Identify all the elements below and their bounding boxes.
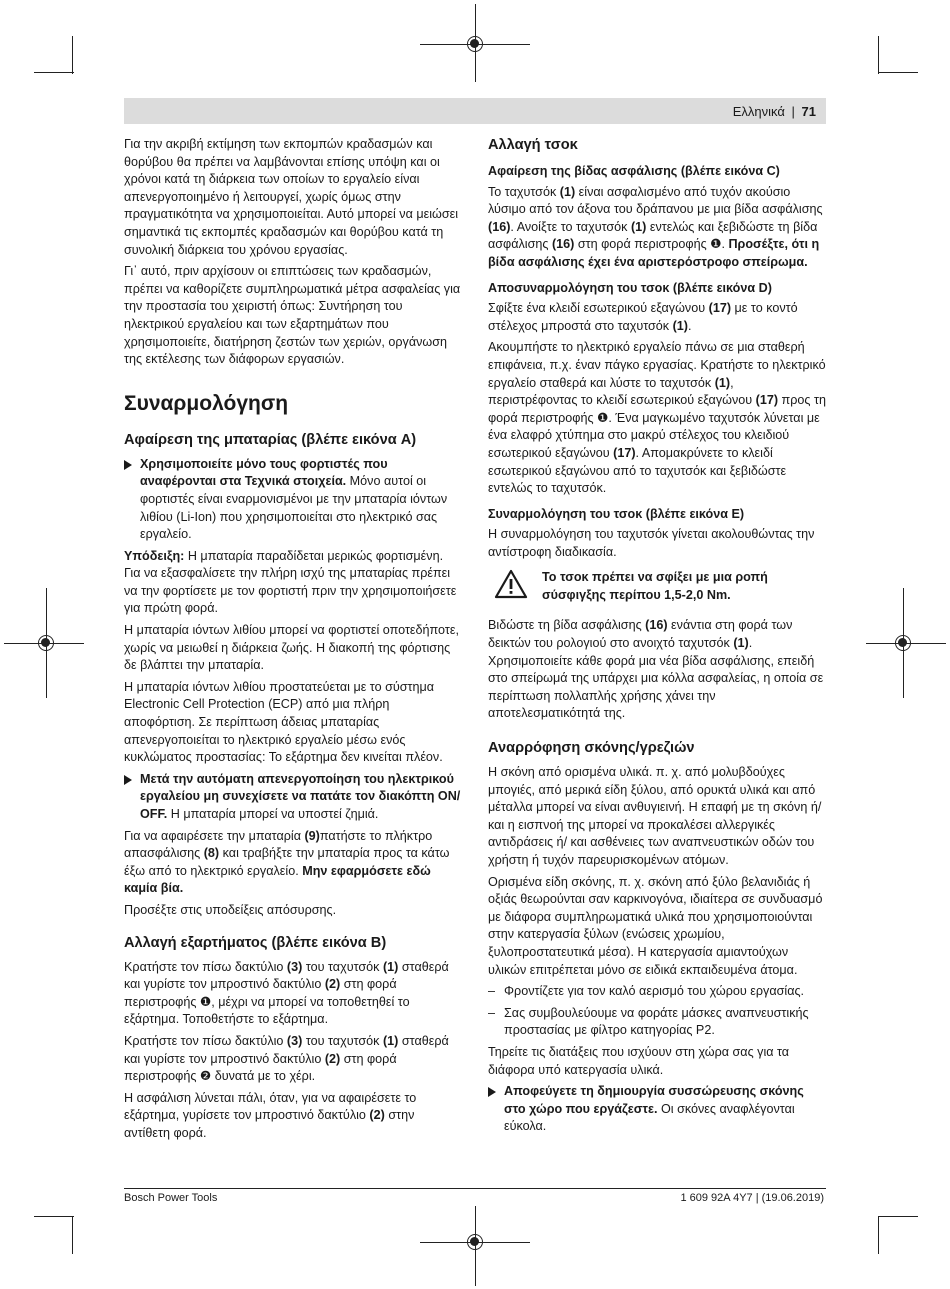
minor-heading: Συναρμολόγηση του τσοκ (βλέπε εικόνα E) — [488, 506, 745, 521]
paragraph: Κρατήστε τον πίσω δακτύλιο (3) του ταχυτσόκ (1) σταθερά και γυρίστε τον μπροστινό δακτύλιο (2) στη φορά περιστροφής ❷ δυνατά με το χέρι. — [124, 1033, 449, 1084]
minor-heading: Αποσυναρμολόγηση του τσοκ (βλέπε εικόνα D) — [488, 280, 772, 295]
triangle-bullet-icon — [124, 460, 132, 470]
rotation-number-icon: ❶ — [199, 994, 212, 1009]
intro-paragraph: Γι᾽ αυτό, πριν αρχίσουν οι επιπτώσεις των κραδασμών, πρέπει να καθορίζετε συμπληρωματικά μέτρα ασφαλείας για την προστασία του χειριστή όπως: Συντήρηση του ηλεκτρικού εργαλείου και των εξαρτημάτων που χρησιμοποιείτε, διατήρηση ζεστών των χεριών, οργάνωση της εκτέλεσης των διάφορων εργασιών. — [124, 264, 461, 367]
warning-text: Το τσοκ πρέπει να σφίξει με μια ροπή σύσφιγξης περίπου 1,5-2,0 Nm. — [542, 570, 768, 603]
registration-mark — [895, 635, 911, 651]
crop-mark — [878, 1216, 879, 1254]
paragraph: Τηρείτε τις διατάξεις που ισχύουν στη χώρα σας για τα διάφορα υπό κατεργασία υλικά. — [488, 1044, 790, 1077]
footer-brand: Bosch Power Tools — [124, 1192, 218, 1204]
triangle-bullet-icon — [124, 775, 132, 785]
paragraph: Η σκόνη από ορισμένα υλικά. π. χ. από μολυβδούχες μπογιές, από μερικά είδη ξύλου, από ορυκτά υλικά και από μέταλλα μπορεί να είναι ανθυγιεινή. Η επαφή με τη σκόνη ή/και η εισπνοή της μπορεί να προκαλέσει αλλεργικές αντιδράσεις ή/ και ασθένειες των αναπνευστικών οδών του χρήστη ή τυχόν παρευρισκομένων ατόμων. — [488, 765, 822, 867]
registration-mark — [467, 1234, 483, 1250]
triangle-bullet-icon — [488, 1087, 496, 1097]
crop-mark — [878, 36, 879, 74]
page-header: Ελληνικά | 71 — [732, 104, 816, 119]
rotation-number-icon: ❶ — [597, 410, 609, 425]
dash-list-item: – Σας συμβουλεύουμε να φοράτε μάσκες αναπνευστικής προστασίας με φίλτρο κατηγορίας P2. — [488, 1005, 809, 1038]
crop-mark — [34, 1216, 74, 1217]
bullet-text: Μόνο αυτοί οι φορτιστές είναι εναρμονισμένοι με την μπαταρία ιόντων λιθίου (Li-Ion) που χρησιμοποιείται στο ηλεκτρικό σας εργαλείο. — [140, 474, 448, 542]
paragraph: Το ταχυτσόκ (1) είναι ασφαλισμένο από τυχόν ακούσιο λύσιμο από τον άξονα του δράπανου με μια βίδα ασφάλισης (16). Ανοίξτε το ταχυτσόκ (1) εντελώς και ξεβιδώστε τη βίδα ασφάλισης (16) στη φορά περιστροφής ❶. Προσέξτε, ότι η βίδα ασφάλισης έχει ένα αριστερόστροφο σπείρωμα. — [488, 184, 823, 269]
subsection-heading: Αναρρόφηση σκόνης/γρεζιών — [488, 740, 695, 757]
paragraph: Σφίξτε ένα κλειδί εσωτερικού εξαγώνου (17) με το κοντό στέλεχος μπροστά στο ταχυτσόκ (1). — [488, 301, 798, 333]
warning-box — [488, 569, 826, 605]
footer-rule — [124, 1188, 826, 1189]
subsection-heading: Αφαίρεση της μπαταρίας (βλέπε εικόνα A) — [124, 431, 417, 448]
bullet-bold-text: Χρησιμοποιείτε μόνο τους φορτιστές που αναφέρονται στα Τεχνικά στοιχεία. — [140, 456, 388, 489]
crop-mark — [34, 72, 74, 73]
left-column — [124, 136, 462, 1147]
paragraph: Η μπαταρία ιόντων λιθίου μπορεί να φορτιστεί οποτεδήποτε, χωρίς να μειωθεί η διάρκεια ζωής. Η διακοπή της φόρτισης δε βλάπτει την μπαταρία. — [124, 623, 459, 673]
note-label: Υπόδειξη: — [124, 548, 185, 563]
registration-mark — [467, 36, 483, 52]
dash-list-item: – Φροντίζετε για τον καλό αερισμό του χώρου εργασίας. — [488, 984, 805, 999]
right-column — [488, 136, 826, 1140]
bullet-item — [124, 456, 462, 544]
bullet-item — [124, 771, 462, 824]
paragraph: Η μπαταρία ιόντων λιθίου προστατεύεται με το σύστημα Electronic Cell Protection (ECP) από μια πλήρη αποφόρτιση. Σε περίπτωση άδειας μπαταρίας απενεργοποιείται το ηλεκτρικό εργαλείο μέσω ενός κυκλώματος προστασίας: Το εξάρτημα δεν κινείται πλέον. — [124, 679, 443, 765]
rotation-number-icon: ❶ — [710, 237, 722, 252]
rotation-number-icon: ❷ — [199, 1069, 212, 1084]
registration-mark — [38, 635, 54, 651]
note-paragraph — [124, 548, 462, 618]
crop-mark — [878, 72, 918, 73]
page-number: 71 — [801, 104, 816, 119]
minor-heading: Αφαίρεση της βίδας ασφάλισης (βλέπε εικόνα C) — [488, 164, 780, 178]
bullet-text: Οι σκόνες αναφλέγονται εύκολα. — [504, 1101, 795, 1134]
paragraph: Για να αφαιρέσετε την μπαταρία (9)πατήστε το πλήκτρο απασφάλισης (8) και τραβήξτε την μπαταρία προς τα κάτω έξω από το ηλεκτρικό εργαλείο. Μην εφαρμόσετε εδώ καμία βία. — [124, 828, 450, 896]
bullet-bold-text: Μετά την αυτόματη απενεργοποίηση του ηλεκτρικού εργαλείου μη συνεχίσετε να πατάτε τον διακόπτη ON/ OFF. — [140, 771, 461, 821]
paragraph: Κρατήστε τον πίσω δακτύλιο (3) του ταχυτσόκ (1) σταθερά και γυρίστε τον μπροστινό δακτύλιο (2) στη φορά περιστροφής ❶, μέχρι να μπορεί να τοποθετηθεί το εξάρτημα. Τοποθετήστε το εξάρτημα. — [124, 959, 449, 1027]
paragraph: Προσέξτε στις υποδείξεις απόσυρσης. — [124, 902, 337, 917]
section-heading: Συναρμολόγηση — [124, 391, 289, 415]
bullet-text: Η μπαταρία μπορεί να υποστεί ζημιά. — [167, 807, 379, 821]
header-language: Ελληνικά — [732, 104, 785, 119]
footer-document-code: 1 609 92A 4Y7 | (19.06.2019) — [680, 1192, 824, 1204]
paragraph: Ορισμένα είδη σκόνης, π. χ. σκόνη από ξύλο βελανιδιάς ή οξιάς θεωρούνται σαν καρκινογόνα, ιδιαίτερα σε συνδυασμό με διάφορα συμπληρωματικά υλικά που χρησιμοποιούνται στην κατεργασία ξύλων (ενώσεις χρωμίου, ξυλοπροστατευτικά μέσα). Η κατεργασία αμιαντούχων υλικών επιτρέπεται μόνο σε ειδικά εκπαιδευμένα άτομα. — [488, 874, 823, 977]
bullet-item — [488, 1083, 826, 1136]
warning-triangle-icon — [494, 569, 528, 599]
paragraph: Ακουμπήστε το ηλεκτρικό εργαλείο πάνω σε μια σταθερή επιφάνεια, π.χ. έναν πάγκο εργασίας. Κρατήστε το ηλεκτρικό εργαλείο σταθερά και λύστε το ταχυτσόκ (1), περιστρέφοντας το κλειδί εσωτερικού εξαγώνου (17) προς τη φορά περιστροφής ❶. Ένα μαγκωμένο ταχυτσόκ λύνεται με ένα ελαφρό χτύπημα στο μακρύ στέλεχος του κλειδιού εσωτερικού εξαγώνου (17). Απομακρύνετε το κλειδί εσωτερικού εξαγώνου από το ταχυτσόκ και ξεβιδώστε εντελώς το ταχυτσόκ. — [488, 340, 826, 496]
subsection-heading: Αλλαγή εξαρτήματος (βλέπε εικόνα B) — [124, 934, 387, 951]
bullet-bold-text: Αποφεύγετε τη δημιουργία συσσώρευσης σκόνης στο χώρο που εργάζεστε. — [504, 1084, 804, 1116]
paragraph: Η ασφάλιση λύνεται πάλι, όταν, για να αφαιρέσετε το εξάρτημα, γυρίσετε τον μπροστινό δακτύλιο (2) στην αντίθετη φορά. — [124, 1090, 417, 1140]
crop-mark — [72, 1216, 73, 1254]
subsection-heading: Αλλαγή τσοκ — [488, 137, 578, 153]
crop-mark — [878, 1216, 918, 1217]
crop-mark — [72, 36, 73, 74]
paragraph: Βιδώστε τη βίδα ασφάλισης (16) ενάντια στη φορά των δεικτών του ρολογιού στο ανοιχτό ταχυτσόκ (1). Χρησιμοποιείτε κάθε φορά μια νέα βίδα ασφάλισης, επειδή στο σπείρωμά της υπάρχει μια κόλλα ασφαλείας, η οποία σε περίπτωση πολλαπλής χρήσης χάνει την αποτελεσματικότητά της. — [488, 618, 824, 721]
paragraph: Η συναρμολόγηση του ταχυτσόκ γίνεται ακολουθώντας την αντίστροφη διαδικασία. — [488, 527, 815, 559]
header-bar — [124, 98, 826, 124]
intro-paragraph: Για την ακριβή εκτίμηση των εκπομπών κραδασμών και θορύβου θα πρέπει να λαμβάνονται επίσης υπόψη και οι χρόνοι κατά τη διάρκεια των οποίων το εργαλείο είναι απενεργοποιημένο ή λειτουργεί, χωρίς όμως στην πραγματικότητα να χρησιμοποιείται. Αυτό μπορεί να μειώσει σημαντικά τις εκπομπές κραδασμών και θορύβου κατά τη συνολική διάρκεια του χρόνου εργασίας. — [124, 137, 459, 257]
note-text: Η μπαταρία παραδίδεται μερικώς φορτισμένη. Για να εξασφαλίσετε την πλήρη ισχύ της μπαταρίας πρέπει να την φορτίσετε με τον φορτιστή πριν την χρησιμοποιήσετε για πρώτη φορά. — [124, 548, 457, 616]
